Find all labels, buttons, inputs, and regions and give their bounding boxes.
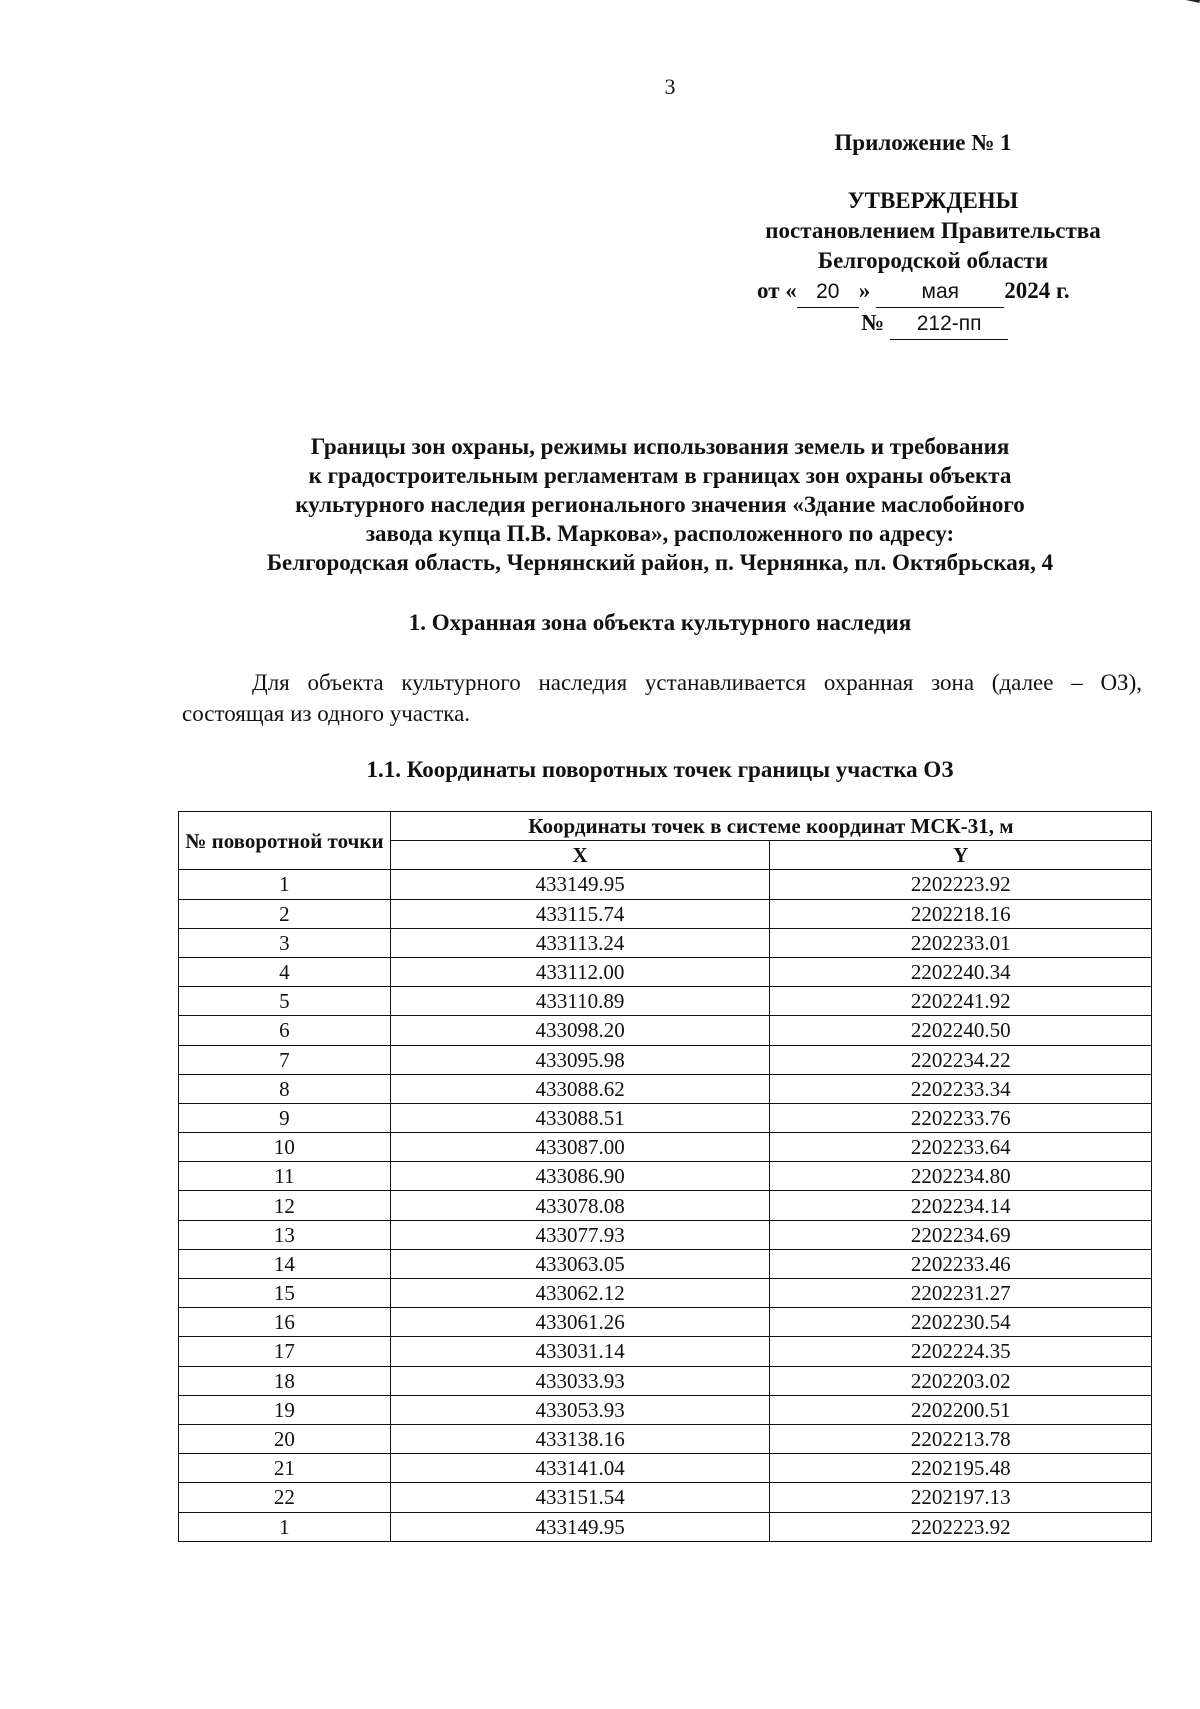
title-line: Белгородская область, Чернянский район, п. Чернянка, пл. Октябрьская, 4 [266,550,1054,575]
cell-y: 2202218.16 [770,899,1152,928]
header-x: X [390,841,770,870]
cell-point: 19 [179,1395,391,1424]
annex-label: Приложение № 1 [834,130,1012,155]
cell-y: 2202240.34 [770,957,1152,986]
cell-point: 16 [179,1308,391,1337]
cell-x: 433077.93 [390,1220,770,1249]
cell-y: 2202233.76 [770,1103,1152,1132]
table-row [179,1074,1152,1103]
cell-y: 2202223.92 [770,870,1152,899]
cell-point: 21 [179,1454,391,1483]
date-prefix: от « [757,278,797,303]
cell-point: 8 [179,1074,391,1103]
table-row [179,1220,1152,1249]
cell-x: 433112.00 [390,957,770,986]
table-row [179,1395,1152,1424]
cell-y: 2202203.02 [770,1366,1152,1395]
table-row [179,1133,1152,1162]
table-row [179,1366,1152,1395]
cell-x: 433078.08 [390,1191,770,1220]
cell-y: 2202241.92 [770,987,1152,1016]
date-year: 2024 г. [1004,278,1070,303]
cell-x: 433141.04 [390,1454,770,1483]
table-row [179,899,1152,928]
cell-x: 433086.90 [390,1162,770,1191]
cell-y: 2202223.92 [770,1512,1152,1541]
subsection-heading: 1.1. Координаты поворотных точек границы участка ОЗ [366,757,954,782]
cell-x: 433095.98 [390,1045,770,1074]
cell-y: 2202240.50 [770,1016,1152,1045]
cell-x: 433061.26 [390,1308,770,1337]
table-row [179,1249,1152,1278]
cell-x: 433115.74 [390,899,770,928]
cell-x: 433031.14 [390,1337,770,1366]
cell-point: 1 [179,870,391,899]
cell-x: 433098.20 [390,1016,770,1045]
cell-y: 2202224.35 [770,1337,1152,1366]
coordinates-table [178,811,1152,1542]
section-heading: 1. Охранная зона объекта культурного наследия [408,610,912,635]
cell-y: 2202233.46 [770,1249,1152,1278]
title-line: к градостроительным регламентам в границах зон охраны объекта [308,463,1012,488]
cell-x: 433088.51 [390,1103,770,1132]
table-body [179,870,1152,1541]
cell-y: 2202234.22 [770,1045,1152,1074]
cell-x: 433138.16 [390,1424,770,1453]
cell-point: 17 [179,1337,391,1366]
approval-line-2: Белгородской области [817,248,1049,273]
cell-point: 4 [179,957,391,986]
table-row [179,1308,1152,1337]
cell-x: 433151.54 [390,1483,770,1512]
cell-y: 2202231.27 [770,1279,1152,1308]
cell-y: 2202233.34 [770,1074,1152,1103]
title-line: Границы зон охраны, режимы использования земель и требования [310,434,1010,459]
table-row [179,987,1152,1016]
cell-x: 433062.12 [390,1279,770,1308]
date-day: 20 [797,277,859,308]
table-row [179,1454,1152,1483]
approval-date [733,276,1133,308]
number-value: 212-пп [890,309,1008,340]
header-y: Y [770,841,1152,870]
cell-y: 2202234.14 [770,1191,1152,1220]
cell-point: 3 [179,928,391,957]
cell-point: 22 [179,1483,391,1512]
page-number: 3 [664,74,676,99]
title-line: культурного наследия регионального значения «Здание маслобойного [295,492,1025,517]
cell-point: 14 [179,1249,391,1278]
cell-x: 433113.24 [390,928,770,957]
scan-corner-mark [1157,0,1200,17]
approval-number [733,308,1133,340]
table-row [179,1483,1152,1512]
cell-y: 2202230.54 [770,1308,1152,1337]
cell-x: 433087.00 [390,1133,770,1162]
table-row [179,870,1152,899]
cell-x: 433149.95 [390,1512,770,1541]
table-row [179,1512,1152,1541]
approval-block [733,186,1133,340]
approved-label: УТВЕРЖДЕНЫ [847,188,1019,213]
cell-point: 12 [179,1191,391,1220]
table-row [179,1016,1152,1045]
cell-y: 2202233.01 [770,928,1152,957]
cell-x: 433149.95 [390,870,770,899]
cell-point: 5 [179,987,391,1016]
cell-x: 433033.93 [390,1366,770,1395]
cell-x: 433110.89 [390,987,770,1016]
cell-y: 2202234.69 [770,1220,1152,1249]
table-row [179,1279,1152,1308]
cell-y: 2202234.80 [770,1162,1152,1191]
date-month: мая [876,277,1004,308]
header-coords: Координаты точек в системе координат МСК-31, м [390,812,1151,841]
cell-point: 10 [179,1133,391,1162]
cell-y: 2202233.64 [770,1133,1152,1162]
table-row [179,1424,1152,1453]
cell-point: 6 [179,1016,391,1045]
table-row [179,1191,1152,1220]
cell-point: 11 [179,1162,391,1191]
title-line: завода купца П.В. Маркова», расположенного по адресу: [365,521,955,546]
cell-x: 433053.93 [390,1395,770,1424]
cell-y: 2202195.48 [770,1454,1152,1483]
cell-x: 433088.62 [390,1074,770,1103]
approval-line-1: постановлением Правительства [765,218,1101,243]
table-row [179,1103,1152,1132]
document-title [160,432,1160,577]
cell-point: 13 [179,1220,391,1249]
table-row [179,957,1152,986]
cell-y: 2202197.13 [770,1483,1152,1512]
number-prefix: № [861,310,885,335]
table-row [179,1045,1152,1074]
cell-point: 18 [179,1366,391,1395]
cell-point: 1 [179,1512,391,1541]
body-paragraph: Для объекта культурного наследия устанавливается охранная зона (далее – ОЗ), состоящая из одного участка. [182,670,1142,726]
cell-point: 15 [179,1279,391,1308]
cell-y: 2202200.51 [770,1395,1152,1424]
table-row [179,1337,1152,1366]
cell-point: 2 [179,899,391,928]
cell-point: 20 [179,1424,391,1453]
header-point: № поворотной точки [179,812,391,870]
cell-point: 9 [179,1103,391,1132]
table-row [179,1162,1152,1191]
cell-x: 433063.05 [390,1249,770,1278]
cell-y: 2202213.78 [770,1424,1152,1453]
table-row [179,928,1152,957]
date-mid: » [858,278,871,303]
cell-point: 7 [179,1045,391,1074]
